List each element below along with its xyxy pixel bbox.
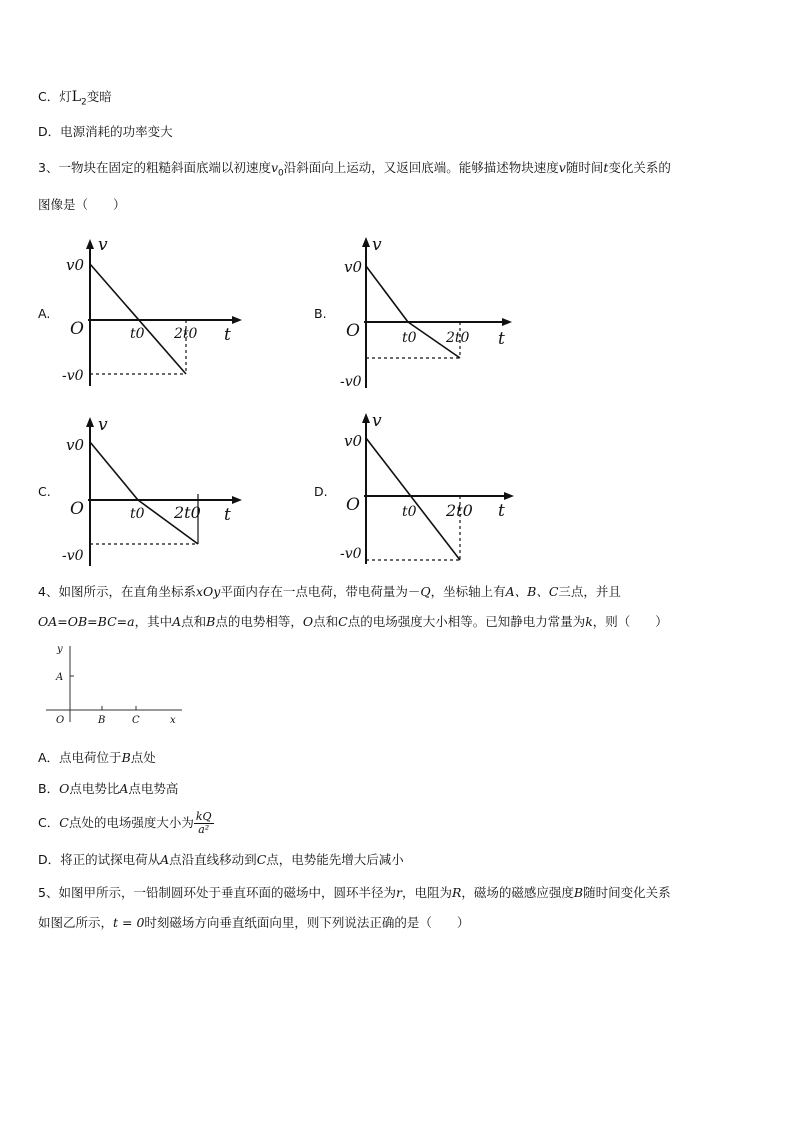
origin-label: O bbox=[56, 715, 65, 726]
option-d-prev: D．电源消耗的功率变大 bbox=[38, 124, 173, 139]
q3-graph-b[interactable] bbox=[336, 234, 526, 394]
q3-stem-line1: 3、一物块在固定的粗糙斜面底端以初速度$v_0$沿斜面向上运动，又返回底端。能够描述物块速度v随时间t变化关系的 bbox=[38, 160, 671, 179]
q5-stem-line1: 5、如图甲所示，一铅制圆环处于垂直环面的磁场中，圆环半径为r，电阻为R，磁场的磁感应强度B随时间变化关系 bbox=[38, 885, 671, 900]
2t0-label: 2t0 bbox=[174, 503, 201, 522]
origin-label: O bbox=[70, 319, 84, 339]
q4-stem-line2: OA=OB=BC=a，其中A点和B点的电势相等，O点和C点的电场强度大小相等。已知静电力常量为k，则（ ） bbox=[38, 614, 668, 629]
origin-label: O bbox=[346, 495, 360, 515]
q3-stem-line2: 图像是（ ） bbox=[38, 197, 126, 212]
q4-coordinate-figure bbox=[42, 640, 192, 728]
t0-label: t0 bbox=[130, 326, 145, 342]
y-axis-label: y bbox=[57, 644, 63, 655]
q3-graph-d[interactable] bbox=[336, 410, 526, 570]
origin-label: O bbox=[346, 321, 360, 341]
y-axis-label: v bbox=[98, 236, 108, 255]
y-axis-label: v bbox=[98, 415, 108, 435]
2t0-label: 2t0 bbox=[446, 330, 470, 346]
point-a-label: A bbox=[56, 672, 64, 683]
neg-v0-label: -v0 bbox=[62, 548, 84, 564]
q4-option-a[interactable]: A．点电荷位于B点处 bbox=[38, 750, 156, 765]
2t0-label: 2t0 bbox=[446, 501, 473, 520]
option-c-prev: C．灯$L_2$变暗 bbox=[38, 89, 112, 108]
q3-option-d-label[interactable]: D. bbox=[314, 484, 328, 499]
neg-v0-label: -v0 bbox=[340, 546, 362, 562]
2t0-label: 2t0 bbox=[174, 326, 198, 342]
fraction: $\frac{kQ}{\text{a²}}$ bbox=[195, 810, 212, 836]
neg-v0-label: -v0 bbox=[62, 368, 84, 384]
t0-label: t0 bbox=[130, 506, 145, 522]
x-axis-label: x bbox=[170, 715, 176, 726]
x-axis-label: t bbox=[498, 329, 505, 349]
neg-v0-label: -v0 bbox=[340, 374, 362, 390]
t0-label: t0 bbox=[402, 330, 417, 346]
q3-option-a-label[interactable]: A. bbox=[38, 306, 51, 321]
v0-label: v0 bbox=[344, 432, 363, 450]
v0-label: v0 bbox=[344, 258, 363, 276]
y-axis-label: v bbox=[372, 411, 382, 431]
q3-graph-c[interactable] bbox=[58, 414, 248, 574]
q3-graph-a[interactable] bbox=[58, 236, 248, 396]
x-axis-label: t bbox=[224, 505, 231, 525]
v0-label: v0 bbox=[66, 436, 85, 454]
q4-stem-line1: 4、如图所示，在直角坐标系xOy平面内存在一点电荷，带电荷量为－Q，坐标轴上有A、B、C三点，并且 bbox=[38, 584, 621, 599]
x-axis-label: t bbox=[498, 501, 505, 521]
q4-option-b[interactable]: B．O点电势比A点电势高 bbox=[38, 781, 179, 796]
q3-option-b-label[interactable]: B. bbox=[314, 306, 327, 321]
q5-stem-line2: 如图乙所示，t = 0时刻磁场方向垂直纸面向里，则下列说法正确的是（ ） bbox=[38, 915, 470, 930]
q3-option-c-label[interactable]: C. bbox=[38, 484, 51, 499]
y-axis-label: v bbox=[372, 235, 382, 255]
q4-option-d[interactable]: D．将正的试探电荷从A点沿直线移动到C点，电势能先增大后减小 bbox=[38, 852, 404, 867]
t0-label: t0 bbox=[402, 504, 417, 520]
origin-label: O bbox=[70, 499, 84, 519]
x-axis-label: t bbox=[224, 325, 231, 345]
q4-option-c[interactable]: C．C点处的电场强度大小为 $\frac{kQ}{\text{a²}}$ bbox=[38, 810, 212, 836]
point-b-label: B bbox=[98, 715, 106, 726]
point-c-label: C bbox=[132, 715, 140, 726]
v0-label: v0 bbox=[66, 256, 85, 274]
